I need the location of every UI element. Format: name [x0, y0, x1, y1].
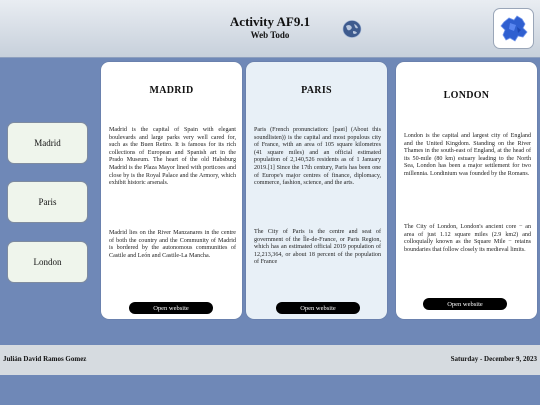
card-paragraph: Paris (French pronunciation: [paʁi] (About this soundlisten)) is the capital and most populous city of France, with an area of 105 square kilometres (41 square miles) and an official estimated population of 2,140,526 residents as of 1 January 2019.[1] Since the 17th century, Paris has been one of Europe's major centres of finance, diplomacy, commerce, fashion, science, and the arts. — [254, 127, 381, 187]
card-heading: LONDON — [443, 90, 490, 101]
page-subtitle: Web Todo — [250, 30, 290, 40]
page-title: Activity AF9.1 — [229, 14, 311, 29]
open-website-button[interactable]: Open website — [276, 302, 360, 314]
card-paris — [246, 62, 387, 319]
sidebar-item-london[interactable] — [7, 241, 88, 283]
open-website-button[interactable]: Open website — [129, 302, 213, 314]
globe-icon — [342, 20, 362, 38]
date-label: Saturday - December 9, 2023 — [450, 355, 537, 363]
sidebar-item-label: Madrid — [34, 138, 61, 148]
sidebar-item-label: London — [33, 257, 62, 267]
logo-button[interactable] — [493, 8, 534, 49]
card-madrid — [101, 62, 242, 319]
page-header — [0, 0, 540, 58]
card-heading: PARIS — [301, 85, 332, 96]
card-heading: MADRID — [149, 85, 194, 96]
map-logo-icon — [498, 13, 531, 46]
card-paragraph: London is the capital and largest city of England and the United Kingdom. Standing on the River Thames in the south-east of England, at the head of its 50-mile (80 km) estuary leading to the North Sea, London has been a major settlement for two millennia. Londinium was founded by the Romans. — [404, 133, 531, 177]
card-paragraph: Madrid lies on the River Manzanares in the centre of both the country and the Community of Madrid is bordered by the autonomous communities of Castile and León and Castile-La Mancha. — [109, 230, 236, 259]
card-paragraph: The City of London, London's ancient core − an area of just 1.12 square miles (2.9 km2) and colloquially known as the Square Mile − retains boundaries that follow closely its medieval limits. — [404, 224, 531, 253]
author-name: Julián David Ramos Gomez — [3, 355, 87, 363]
card-paragraph: The City of Paris is the centre and seat of government of the Île-de-France, or Paris Region, which has an estimated official 2019 population of 12,213,364, or about 18 percent of the population of France — [254, 229, 381, 266]
sidebar-item-paris[interactable] — [7, 181, 88, 223]
sidebar-item-madrid[interactable] — [7, 122, 88, 164]
card-paragraph: Madrid is the capital of Spain with elegant boulevards and large parks very well cared for, such as the Buen Retiro. It is famous for its rich collections of European and Spanish art in the Prado Museum. The heart of the old Habsburg Madrid is the Plaza Mayor lined with porticoes and close by is the Royal Palace and the Armory, which exhibit historic arsenals. — [109, 127, 236, 187]
card-london — [396, 62, 537, 319]
open-website-button[interactable]: Open website — [423, 298, 507, 310]
sidebar-item-label: Paris — [38, 197, 57, 207]
page-footer — [0, 345, 540, 375]
